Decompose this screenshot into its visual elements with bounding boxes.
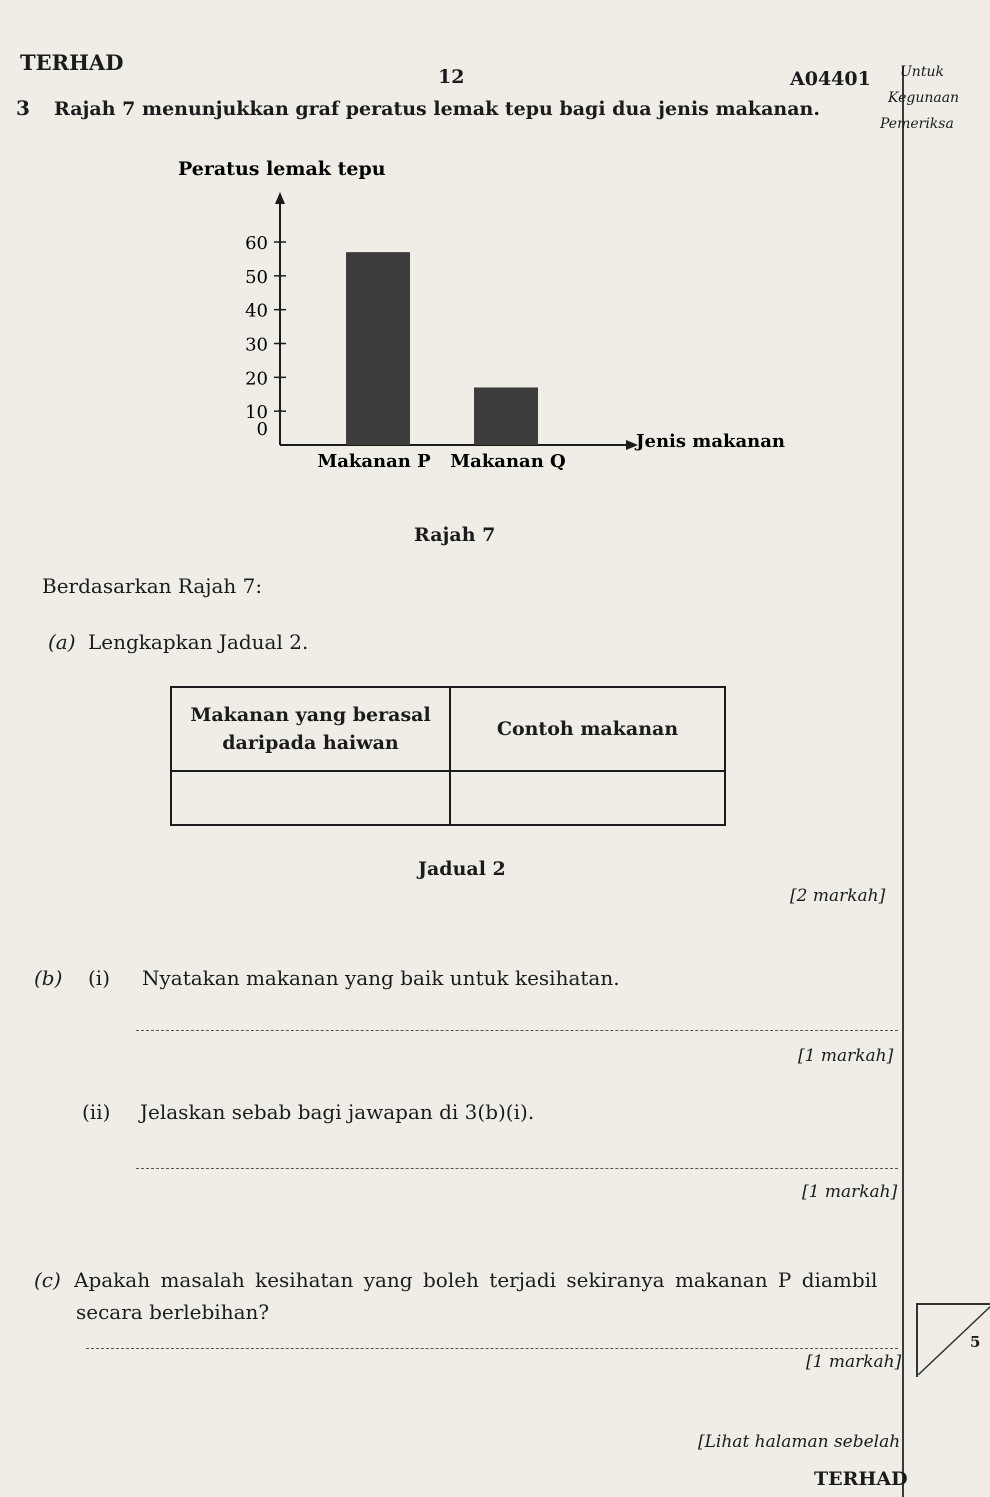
part-a-label: (a) bbox=[48, 630, 76, 654]
question-intro: Rajah 7 menunjukkan graf peratus lemak tepu bagi dua jenis makanan. bbox=[54, 98, 820, 120]
chart-caption: Rajah 7 bbox=[414, 524, 496, 546]
footer-classification: TERHAD bbox=[814, 1468, 908, 1490]
table-caption: Jadual 2 bbox=[418, 858, 506, 880]
header-classification: TERHAD bbox=[20, 50, 124, 75]
part-a-marks: [2 markah] bbox=[790, 886, 886, 906]
answer-line-c[interactable] bbox=[86, 1348, 898, 1349]
y-tick-label: 20 bbox=[245, 368, 268, 390]
part-b-label: (b) bbox=[34, 966, 63, 990]
examiner-use-2: Kegunaan bbox=[888, 90, 960, 106]
part-b-ii-marks: [1 markah] bbox=[802, 1182, 898, 1202]
part-b-ii-text: Jelaskan sebab bagi jawapan di 3(b)(i). bbox=[140, 1100, 535, 1124]
part-c-text-line1: Apakah masalah kesihatan yang boleh terjadi sekiranya makanan P diambil bbox=[74, 1268, 878, 1292]
page-number: 12 bbox=[438, 66, 465, 88]
turn-page-note: [Lihat halaman sebelah bbox=[698, 1432, 901, 1452]
y-tick-label: 10 bbox=[245, 402, 268, 424]
bar-makanan-q bbox=[474, 387, 538, 445]
y-tick-label: 50 bbox=[245, 266, 268, 288]
examiner-use-3: Pemeriksa bbox=[880, 116, 954, 132]
answer-line-b-i[interactable] bbox=[136, 1030, 898, 1031]
table-answer-cell-1[interactable] bbox=[171, 771, 450, 825]
table-header-animal-food: Makanan yang berasal daripada haiwan bbox=[171, 687, 450, 771]
bar-chart bbox=[170, 150, 790, 480]
paper-code: A04401 bbox=[790, 68, 871, 90]
part-c-text-line2: secara berlebihan? bbox=[76, 1300, 270, 1324]
table-answer-cell-2[interactable] bbox=[450, 771, 725, 825]
part-c-marks: [1 markah] bbox=[806, 1352, 902, 1372]
y-tick-label: 0 bbox=[256, 419, 268, 440]
y-axis-arrow bbox=[275, 192, 285, 204]
y-tick-label: 30 bbox=[245, 334, 268, 356]
category-label: Makanan Q bbox=[450, 451, 566, 472]
part-b-i-text: Nyatakan makanan yang baik untuk kesihatan. bbox=[142, 966, 620, 990]
part-a-text: Lengkapkan Jadual 2. bbox=[88, 630, 309, 654]
part-b-i-marks: [1 markah] bbox=[798, 1046, 894, 1066]
part-b-i-label: (i) bbox=[88, 966, 111, 990]
score-box bbox=[916, 1303, 990, 1377]
part-c-label: (c) bbox=[34, 1268, 61, 1292]
y-tick-label: 60 bbox=[245, 233, 268, 254]
part-b-ii-label: (ii) bbox=[82, 1100, 111, 1124]
table-header-example: Contoh makanan bbox=[450, 687, 725, 771]
bar-makanan-p bbox=[346, 252, 410, 445]
based-on-text: Berdasarkan Rajah 7: bbox=[42, 574, 263, 598]
question-number: 3 bbox=[16, 96, 30, 120]
category-label: Makanan P bbox=[317, 451, 431, 472]
chart-title: Peratus lemak tepu bbox=[178, 158, 386, 180]
score-total: 5 bbox=[970, 1333, 981, 1351]
y-tick-label: 40 bbox=[245, 300, 268, 322]
answer-line-b-ii[interactable] bbox=[136, 1168, 898, 1169]
x-axis-label: Jenis makanan bbox=[636, 431, 785, 452]
examiner-use-1: Untuk bbox=[900, 64, 944, 80]
jadual-2-table bbox=[170, 686, 726, 826]
